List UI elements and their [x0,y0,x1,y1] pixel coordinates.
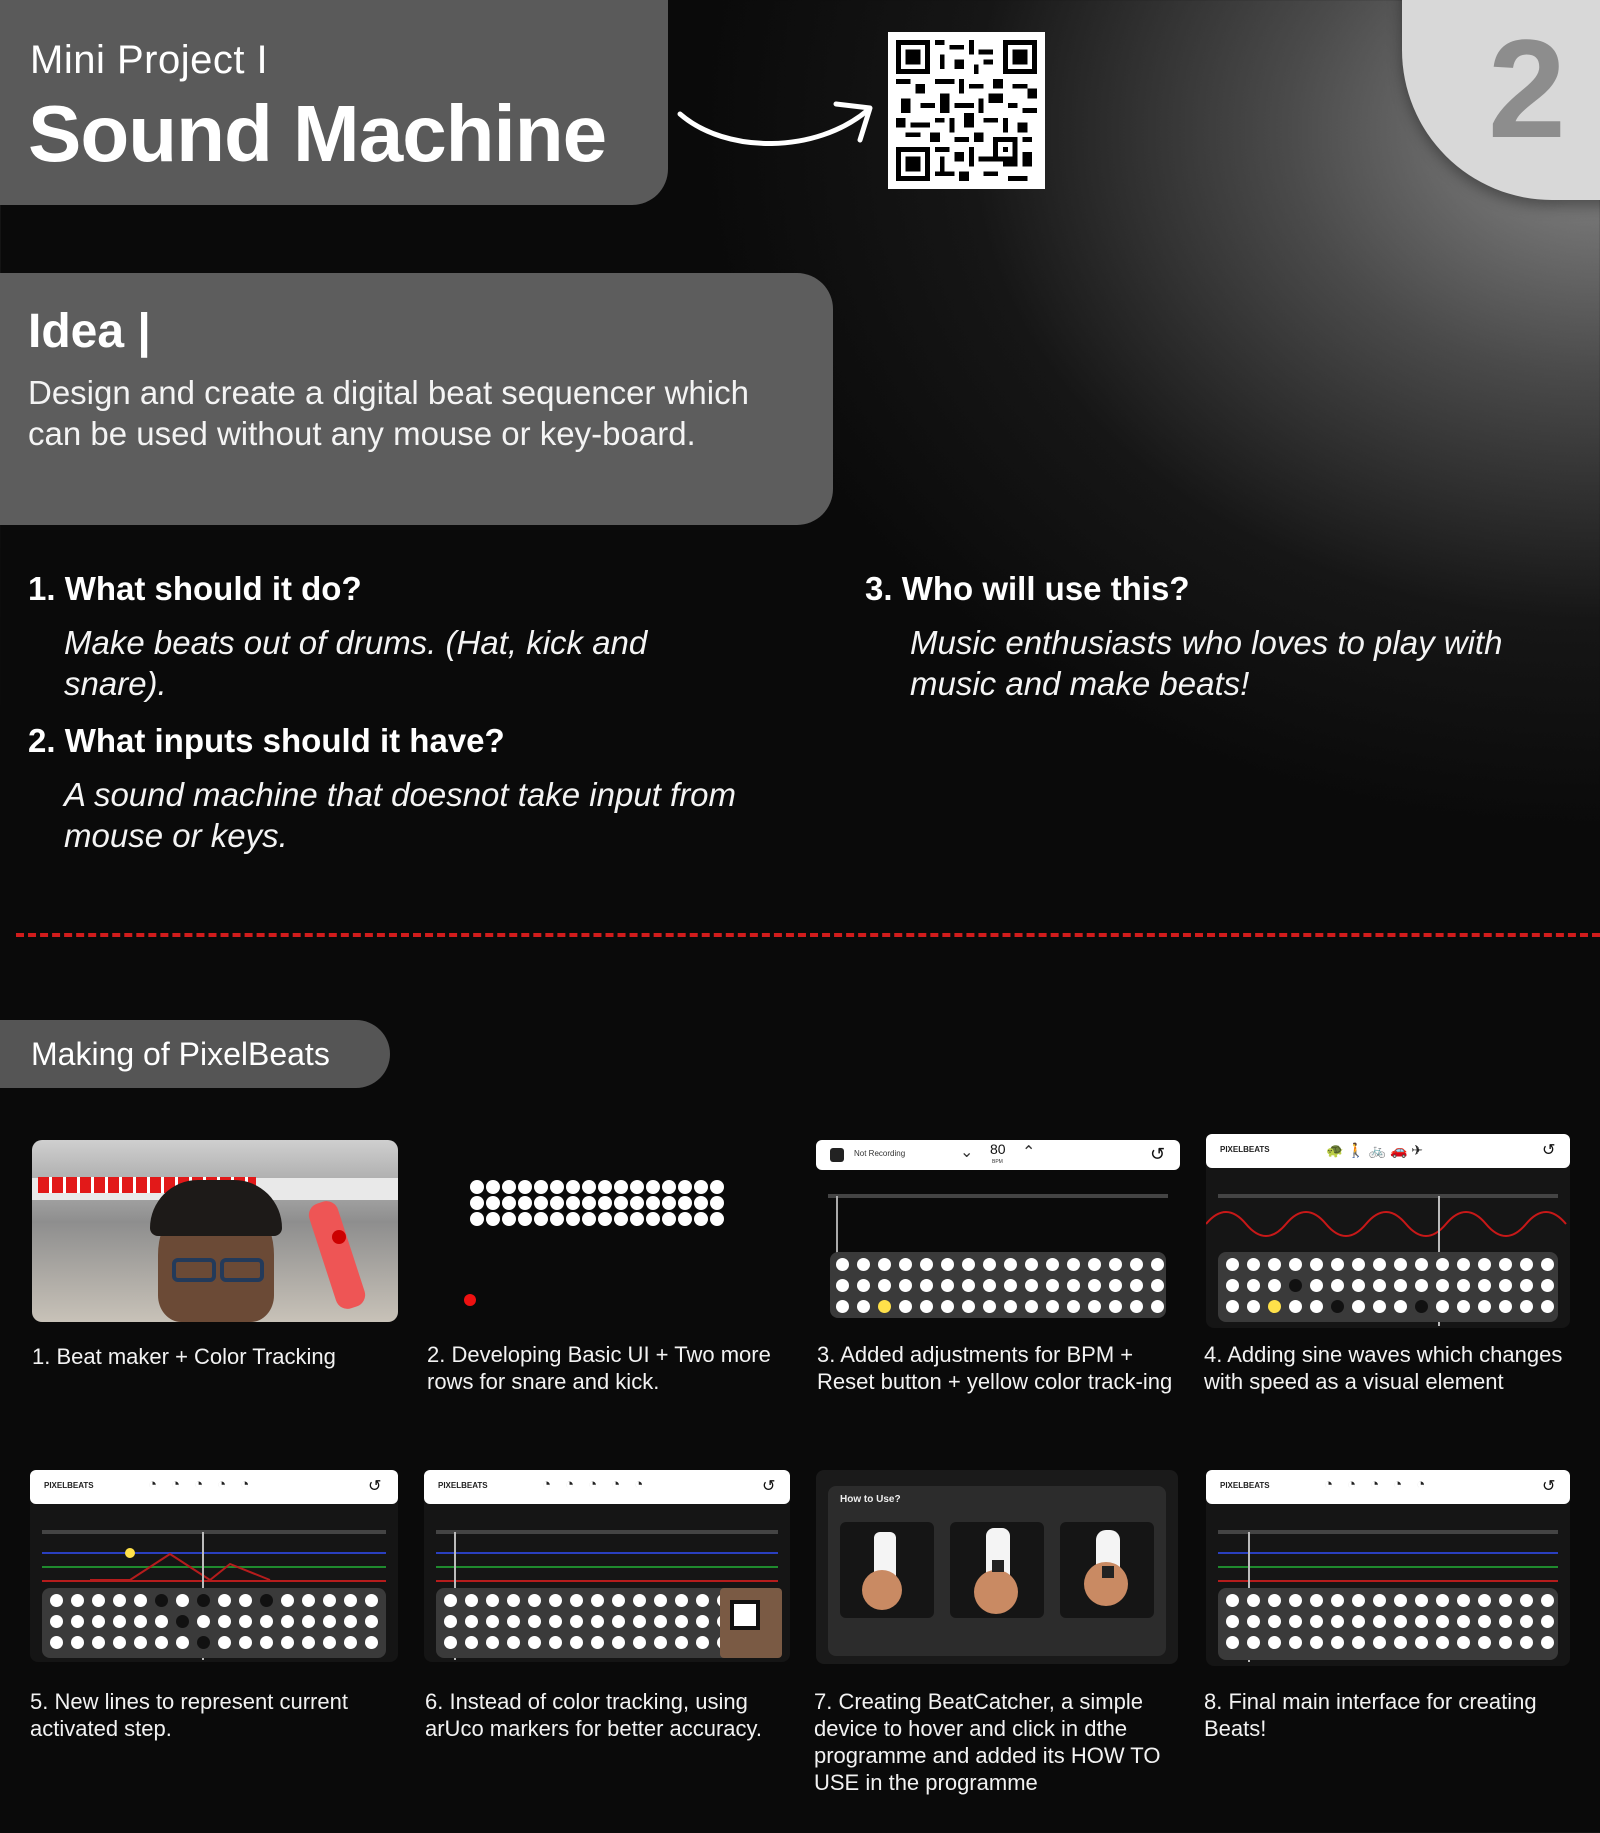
step-2-image [470,1180,724,1226]
page-number: 2 [1488,10,1566,167]
step-6-caption: 6. Instead of color tracking, using arUco markers for better accuracy. [425,1689,763,1741]
brand-logo: PIXELBEATS [1220,1145,1270,1154]
step-1-image [32,1140,398,1322]
idea-heading: Idea | [28,305,151,358]
step-3-caption: 3. Added adjustments for BPM + Reset button + yellow color track-ing [817,1342,1173,1394]
step-2-caption: 2. Developing Basic UI + Two more rows for snare and kick. [427,1342,771,1394]
step-4-caption: 4. Adding sine waves which changes with speed as a visual element [1204,1342,1563,1394]
reset-icon[interactable]: ↺ [368,1478,382,1495]
qr-code-icon [896,40,1037,181]
answer-1: Make beats out of drums. (Hat, kick and snare). [64,624,648,702]
reset-icon[interactable]: ↺ [1542,1478,1556,1495]
step-7-caption: 7. Creating BeatCatcher, a simple device to hover and click in dthe programme and added its HOW TO USE in the programme [814,1689,1161,1795]
reset-icon[interactable]: ↺ [762,1478,776,1495]
question-2: 2. What inputs should it have? [28,722,505,759]
answer-2: A sound machine that doesnot take input from mouse or keys. [64,776,737,854]
qr-code[interactable] [888,32,1045,189]
making-label: Making of PixelBeats [31,1036,330,1072]
step-6-image: PIXELBEATS ◔◔◔◔◔ ↺ [424,1470,790,1662]
step-8-image: PIXELBEATS ◔◔◔◔◔ ↺ [1206,1470,1570,1666]
reset-icon[interactable]: ↺ [1542,1142,1556,1159]
recording-status: Not Recording [854,1149,906,1158]
how-to-use-title: How to Use? [840,1494,901,1505]
step-3-image: Not Recording ⌄ 80 BPM ⌃ ↺ [816,1140,1180,1320]
idea-body: Design and create a digital beat sequencer which can be used without any mouse or key-board. [28,374,749,452]
step-4-image: PIXELBEATS 🐢 🚶 🚲 🚗 ✈ ↺ [1206,1134,1570,1328]
step-5-caption: 5. New lines to represent current activated step. [30,1689,348,1741]
bpm-label: BPM [992,1159,1003,1165]
section-divider [16,933,1600,937]
step-5-image: PIXELBEATS ◔◔◔◔◔ ↺ [30,1470,398,1662]
bpm-value: 80 [990,1141,1006,1157]
answer-3: Music enthusiasts who loves to play with music and make beats! [910,624,1503,702]
brand-logo: PIXELBEATS [44,1481,94,1490]
project-kicker: Mini Project I [30,38,269,82]
question-3: 3. Who will use this? [865,570,1190,607]
step-7-image [816,1470,1178,1664]
question-1: 1. What should it do? [28,570,362,607]
page-title: Sound Machine [28,89,607,178]
brand-logo: PIXELBEATS [438,1481,488,1490]
reset-icon[interactable]: ↺ [1150,1144,1166,1164]
brand-logo: PIXELBEATS [1220,1481,1270,1490]
step-1-caption: 1. Beat maker + Color Tracking [32,1344,336,1369]
step-8-caption: 8. Final main interface for creating Beats! [1204,1689,1537,1741]
arrow-right-icon [676,92,876,162]
